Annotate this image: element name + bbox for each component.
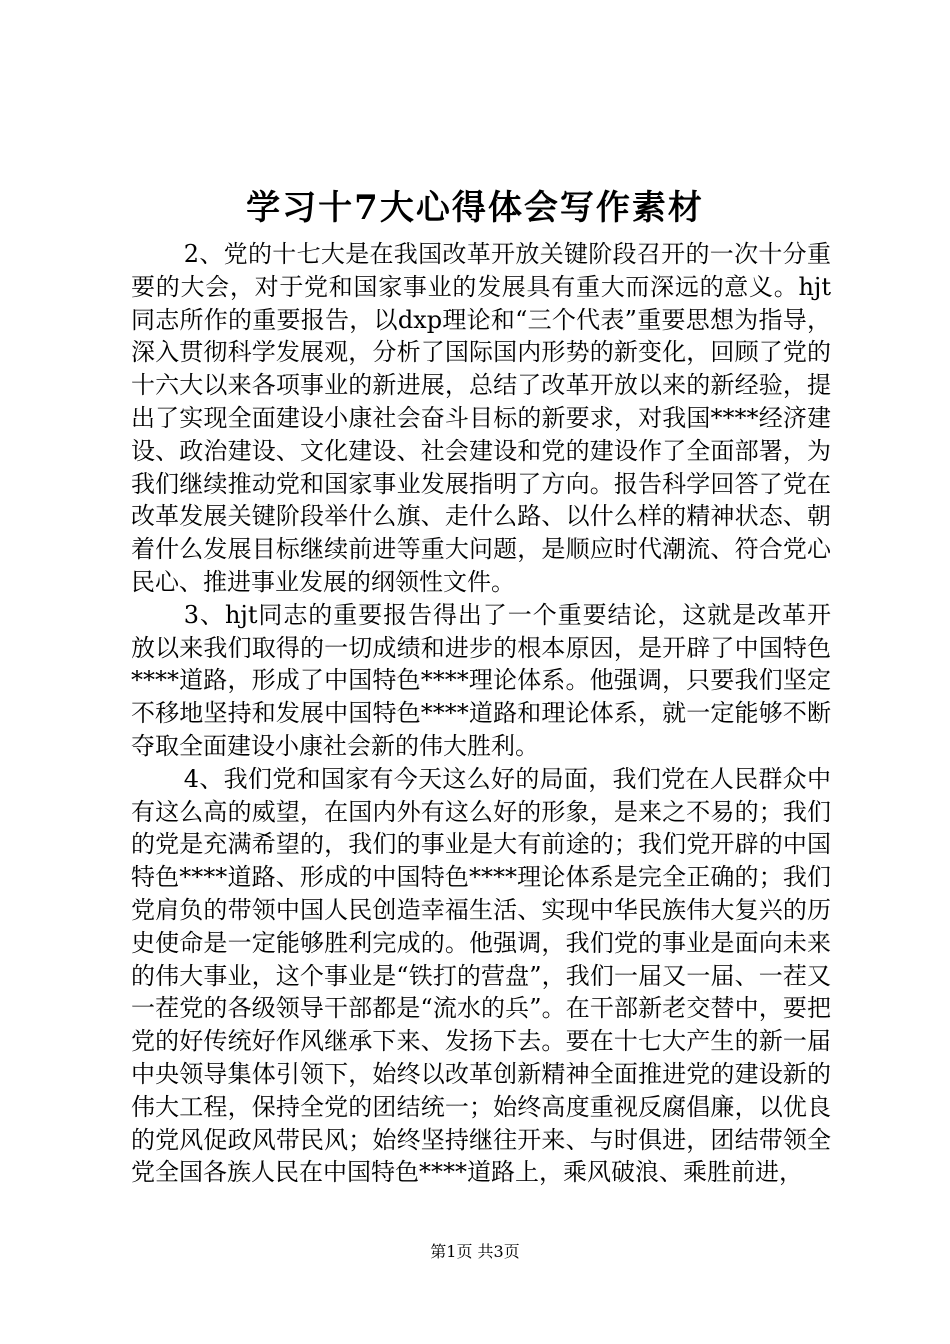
document-title: 学习十7大心得体会写作素材 [246, 188, 704, 228]
paragraph-4: 4、我们党和国家有今天这么好的局面，我们党在人民群众中有这么高的威望，在国内外有这么好的形象，是来之不易的；我们的党是充满希望的，我们的事业是大有前途的；我们党开辟的中国特色****道路、形成的中国特色****理论体系是完全正确的；我们党肩负的带领中国人民创造幸福生活、实现中华民族伟大复兴的历史使命是一定能够胜利完成的。他强调，我们党的事业是面向未来的伟大事业，这个事业是“铁打的营盘”，我们一届又一届、一茬又一茬党的各级领导干部都是“流水的兵”。在干部新老交替中，要把党的好传统好作风继承下来、发扬下去。要在十七大产生的新一届中央领导集体引领下，始终以改革创新精神全面推进党的建设新的伟大工程，保持全党的团结统一；始终高度重视反腐倡廉，以优良的党风促政风带民风；始终坚持继往开来、与时俱进，团结带领全党全国各族人民在中国特色****道路上，乘风破浪、乘胜前进， [131, 764, 831, 1187]
paragraph-2: 2、党的十七大是在我国改革开放关键阶段召开的一次十分重要的大会，对于党和国家事业的发展具有重大而深远的意义。hjt同志所作的重要报告，以dxp理论和“三个代表”重要思想为指导，深入贯彻科学发展观，分析了国际国内形势的新变化，回顾了党的十六大以来各项事业的新进展，总结了改革开放以来的新经验，提出了实现全面建设小康社会奋斗目标的新要求，对我国****经济建设、政治建设、文化建设、社会建设和党的建设作了全面部署，为我们继续推动党和国家事业发展指明了方向。报告科学回答了党在改革发展关键阶段举什么旗、走什么路、以什么样的精神状态、朝着什么发展目标继续前进等重大问题，是顺应时代潮流、符合党心民心、推进事业发展的纲领性文件。 [131, 240, 831, 596]
page-footer: 第1页 共3页 [430, 1242, 520, 1261]
document-body [131, 238, 831, 1189]
paragraph-3: 3、hjt同志的重要报告得出了一个重要结论，这就是改革开放以来我们取得的一切成绩和进步的根本原因，是开辟了中国特色****道路，形成了中国特色****理论体系。他强调，只要我们坚定不移地坚持和发展中国特色****道路和理论体系，就一定能够不断夺取全面建设小康社会新的伟大胜利。 [131, 600, 831, 760]
